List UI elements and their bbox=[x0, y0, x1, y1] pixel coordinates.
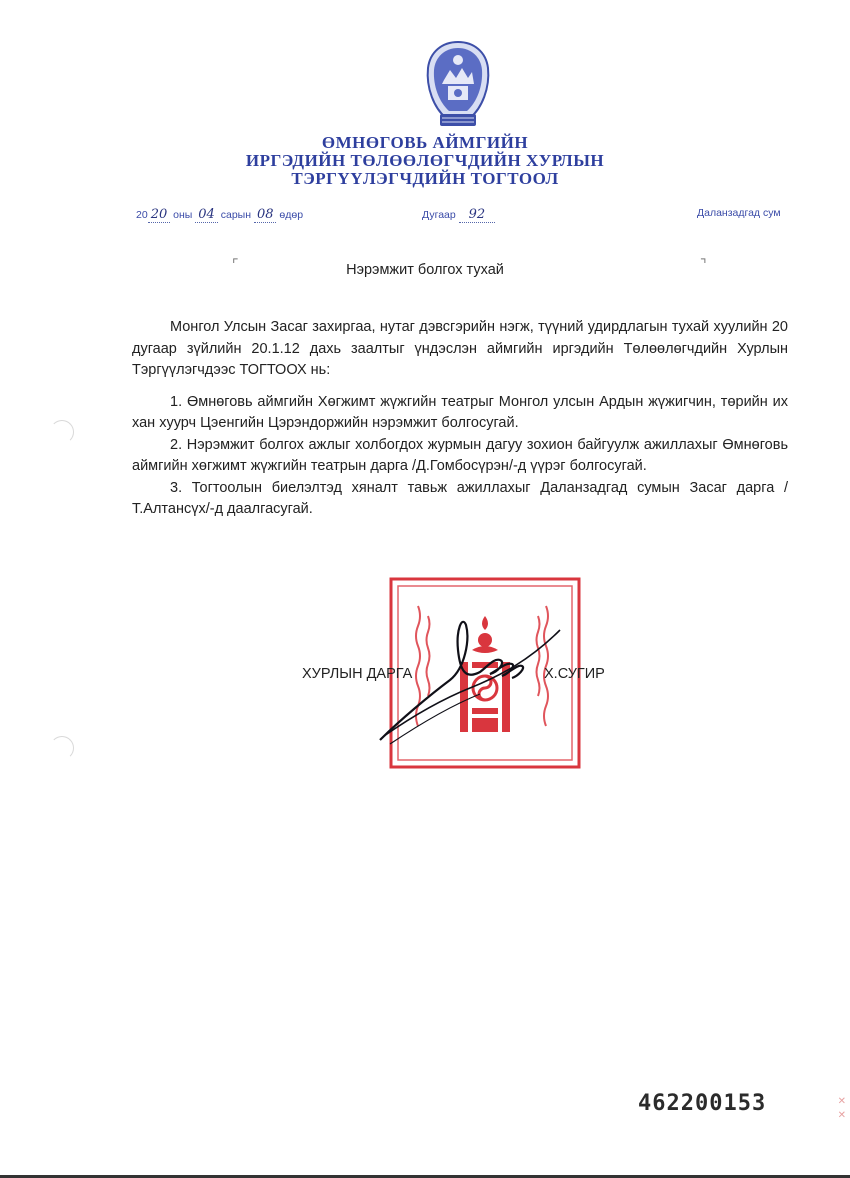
number-label: Дугаар bbox=[422, 209, 456, 221]
signatory-title: ХУРЛЫН ДАРГА bbox=[302, 666, 413, 682]
resolution-items bbox=[132, 392, 788, 521]
punch-hole-mark bbox=[50, 736, 74, 760]
signatory-name: Х.СУГИР bbox=[544, 666, 605, 682]
year-suffix: оны bbox=[173, 209, 193, 221]
corner-bracket-left-icon: ⌜ bbox=[232, 256, 239, 272]
punch-hole-mark bbox=[50, 420, 74, 444]
handwritten-signature-icon bbox=[370, 600, 570, 750]
number-handwritten: 92 bbox=[459, 207, 496, 223]
day-handwritten: 08 bbox=[254, 207, 277, 223]
state-emblem-icon bbox=[420, 38, 496, 132]
date-field bbox=[136, 207, 303, 222]
preamble-paragraph: Монгол Улсын Засаг захиргаа, нутаг дэвсгэрийн нэгж, түүний удирдлагын тухай хуулийн 20 дугаар зүйлийн 20.1.12 дахь заалтыг үндэслэн аймгийн иргэдийн Төлөөлөгчдийн Хурлын Тэргүүлэгчдээс ТОГТООХ нь: bbox=[132, 319, 788, 378]
corner-bracket-right-icon: ⌝ bbox=[700, 256, 707, 272]
year-handwritten: 20 bbox=[148, 207, 171, 223]
place-label: Даланзадгад сум bbox=[697, 207, 781, 219]
header-line-2: ИРГЭДИЙН ТӨЛӨӨЛӨГЧДИЙН ХУРЛЫН bbox=[245, 151, 605, 170]
month-suffix: сарын bbox=[220, 209, 252, 221]
header-line-1: ӨМНӨГОВЬ АЙМГИЙН bbox=[321, 133, 529, 152]
year-prefix: 20 bbox=[136, 209, 148, 221]
document-serial-number: 462200153 bbox=[638, 1091, 767, 1116]
document-title: Нэрэмжит болгох тухай bbox=[346, 262, 504, 278]
month-handwritten: 04 bbox=[195, 207, 218, 223]
day-suffix: өдөр bbox=[279, 209, 304, 221]
resolution-item-2: 2. Нэрэмжит болгох ажлыг холбогдох журмын дагуу зохион байгуулж ажиллахыг Өмнөговь аймгийн хөгжимт жүжгийн театрын дарга /Д.Гомбосүрэн/-д үүрэг болгосугай. bbox=[132, 436, 788, 474]
resolution-item-1: 1. Өмнөговь аймгийн Хөгжимт жүжгийн театрыг Монгол улсын Ардын жүжигчин, төрийн их хан хуурч Цэенгийн Цэрэндоржийн нэрэмжит болгосугай. bbox=[132, 393, 788, 431]
number-field bbox=[422, 207, 495, 222]
document-body bbox=[132, 317, 788, 521]
resolution-item-3: 3. Тогтоолын биелэлтэд хяналт тавьж ажиллахыг Даланзадгад сумын Засаг дарга /Т.Алтансүх/-д даалгасугай. bbox=[132, 479, 788, 517]
edge-stamp-marks: ✕ ✕ bbox=[837, 1096, 846, 1121]
header-line-3: ТЭРГҮҮЛЭГЧДИЙН ТОГТООЛ bbox=[291, 169, 559, 188]
